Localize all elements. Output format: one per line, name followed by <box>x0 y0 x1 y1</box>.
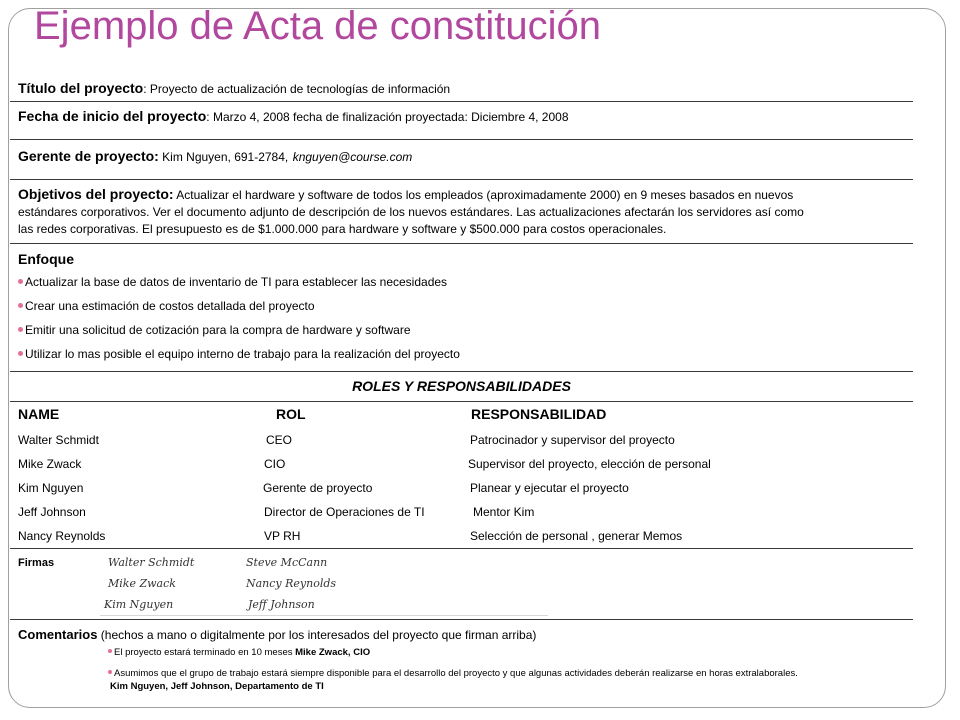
signature-left-1: Walter Schmidt <box>108 556 195 569</box>
bullet-icon <box>108 649 112 653</box>
signature-right-3: Jeff Johnson <box>248 598 315 611</box>
manager-section <box>10 140 913 180</box>
list-item: Actualizar la base de datos de inventario de TI para establecer las necesidades <box>18 270 913 294</box>
signatures-label: Firmas <box>18 557 55 569</box>
roles-heading-section <box>10 372 913 402</box>
list-item: Emitir una solicitud de cotización para la compra de hardware y software <box>18 318 913 342</box>
roles-header-row <box>18 406 908 430</box>
signature-image-edge <box>100 615 548 616</box>
header-responsibility: RESPONSABILIDAD <box>471 406 607 422</box>
list-item: Crear una estimación de costos detallada del proyecto <box>18 294 913 318</box>
objectives-line3: las redes corporativas. El presupuesto es de $1.000.000 para hardware y software y $500.000 para costos operacionales. <box>18 222 667 236</box>
bullet-icon <box>18 279 23 284</box>
objectives-section <box>10 180 913 244</box>
comment-item-1-signer: Mike Zwack, CIO <box>295 647 371 658</box>
table-row: Nancy Reynolds VP RH Selección de personal , generar Memos <box>18 529 683 543</box>
objectives-line2: estándares corporativos. Ver el documento adjunto de descripción de los nuevos estándares. Las actualizaciones afectarán los servidores así como <box>18 205 804 219</box>
table-row: Kim Nguyen Gerente de proyecto Planear y ejecutar el proyecto <box>18 481 629 495</box>
bullet-icon <box>18 327 23 332</box>
roles-heading: ROLES Y RESPONSABILIDADES <box>352 378 571 394</box>
signature-right-2: Nancy Reynolds <box>246 577 337 590</box>
comments-label: Comentarios <box>18 627 98 642</box>
project-title-section <box>10 74 913 102</box>
comment-item-2-signers: Kim Nguyen, Jeff Johnson, Departamento de TI <box>110 681 324 692</box>
list-item: Utilizar lo mas posible el equipo interno de trabajo para la realización del proyecto <box>18 342 913 366</box>
table-row: Mike Zwack CIO Supervisor del proyecto, elección de personal <box>18 457 711 471</box>
project-title-label: Título del proyecto <box>18 80 144 96</box>
header-role: ROL <box>276 406 306 422</box>
approach-label: Enfoque <box>18 251 74 267</box>
manager-value: Kim Nguyen, 691-2784, <box>158 150 289 164</box>
header-name: NAME <box>18 406 60 422</box>
dates-value: : Marzo 4, 2008 fecha de finalización proyectada: Diciembre 4, 2008 <box>206 110 569 124</box>
signature-right-1: Steve McCann <box>246 556 328 569</box>
objectives-line1: Actualizar el hardware y software de todos los empleados (aproximadamente 2000) en 9 meses basados en nuevos <box>173 188 794 202</box>
dates-label: Fecha de inicio del proyecto <box>18 108 207 124</box>
objectives-label: Objetivos del proyecto: <box>18 186 174 202</box>
comment-item-2: Asumimos que el grupo de trabajo estará siempre disponible para el desarrollo del proyecto y que algunas actividades deberán realizarse en horas extralaborales. <box>108 668 798 679</box>
divider <box>10 619 913 620</box>
bullet-icon <box>108 670 112 674</box>
bullet-icon <box>18 303 23 308</box>
table-row: Jeff Johnson Director de Operaciones de TI Mentor Kim <box>18 505 535 519</box>
bullet-icon <box>18 351 23 356</box>
comment-item-1: El proyecto estará terminado en 10 meses Mike Zwack, CIO <box>108 647 370 658</box>
page-title: Ejemplo de Acta de constitución <box>34 4 602 48</box>
manager-label: Gerente de proyecto: <box>18 148 159 164</box>
comments-header <box>18 626 536 644</box>
comments-note: (hechos a mano o digitalmente por los interesados del proyecto que firman arriba) <box>97 628 537 642</box>
approach-section <box>10 244 913 372</box>
project-title-value: : Proyecto de actualización de tecnologías de información <box>143 82 451 96</box>
manager-email: knguyen@course.com <box>292 150 413 164</box>
table-row: Walter Schmidt CEO Patrocinador y supervisor del proyecto <box>18 433 675 447</box>
signature-left-2: Mike Zwack <box>108 577 176 590</box>
signature-left-3: Kim Nguyen <box>104 598 174 611</box>
dates-section <box>10 102 913 140</box>
